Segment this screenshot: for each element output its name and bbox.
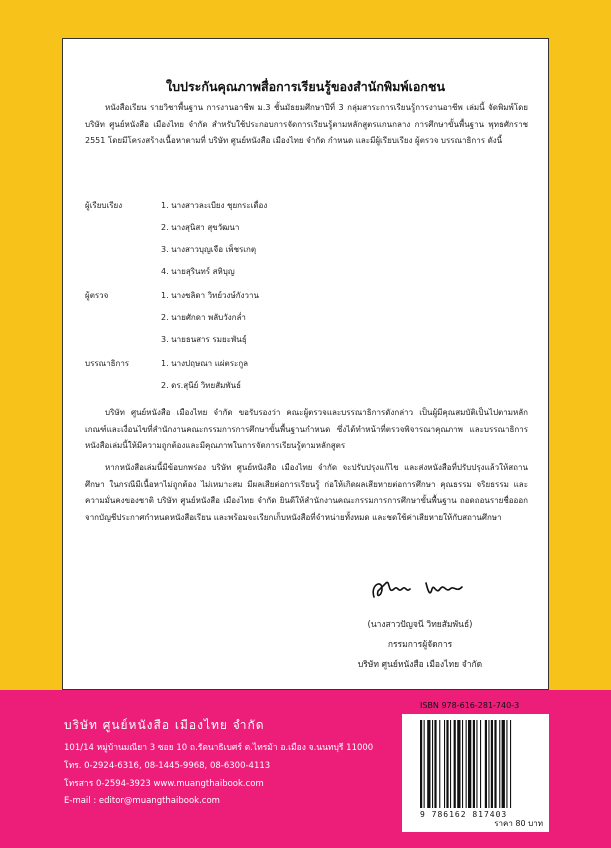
member-item: 1. นางชลิดา วิทย์วงษ์กังวาน <box>161 291 259 300</box>
role-label: บรรณาธิการ <box>85 359 130 368</box>
member-item: 1. นางสาวละเบียง ชุยกระเดื่อง <box>161 201 268 210</box>
publisher-phone: โทร. 0-2924-6316, 08-1445-9968, 08-6300-4113 <box>64 761 271 771</box>
liability-paragraph: หากหนังสือเล่มนี้มีข้อบกพร่อง บริษัท ศูนย์หนังสือ เมืองไทย จำกัด จะปรับปรุงแก้ไข และส่งหนังสือที่ปรับปรุงแล้วให้สถานศึกษา ในกรณีมีเนื้อหาไม่ถูกต้อง ไม่เหมาะสม มีผลเสียต่อการเรียนรู้ ก่อให้เกิดผลเสียหายต่อการศึกษา คุณธรรม จริยธรรม และความมั่นคงของชาติ บริษัท ศูนย์หนังสือ เมืองไทย จำกัด ยินดีให้สำนักงานคณะกรรมการการศึกษาขั้นพื้นฐาน ถอดถอนรายชื่อออกจากบัญชีประกาศกำหนดหนังสือเรียน และพร้อมจะเรียกเก็บหนังสือที่จำหน่ายทั้งหมด และชดใช้ค่าเสียหายให้กับสถานศึกษา <box>85 463 528 522</box>
certificate-title: ใบประกันคุณภาพสื่อการเรียนรู้ของสำนักพิมพ์เอกชน <box>166 79 445 94</box>
publisher-address: 101/14 หมู่บ้านมณียา 3 ซอย 10 ถ.รัตนาธิเบศร์ ต.ไทรม้า อ.เมือง จ.นนทบุรี 11000 <box>64 743 374 753</box>
publisher-email: E-mail : editor@muangthaibook.com <box>64 796 220 806</box>
barcode-digits: 9 786162 817403 <box>420 810 508 819</box>
member-item: 1. นางปฤษณา แผ่ตระกูล <box>161 359 249 368</box>
member-item: 4. นายสุรินทร์ สหิบุญ <box>161 267 235 276</box>
signature-image <box>368 575 468 605</box>
publisher-fax-web: โทรสาร 0-2594-3923 www.muangthaibook.com <box>64 779 264 789</box>
signer-company: บริษัท ศูนย์หนังสือ เมืองไทย จำกัด <box>357 660 483 670</box>
member-item: 2. นางสุนิสา สุขวัฒนา <box>161 223 240 232</box>
publisher-name: บริษัท ศูนย์หนังสือ เมืองไทย จำกัด <box>64 718 265 732</box>
isbn-label: ISBN 978-616-281-740-3 <box>420 701 520 710</box>
barcode-image <box>420 720 540 812</box>
role-label: ผู้ตรวจ <box>85 291 109 300</box>
member-item: 3. นางสาวบุญเจือ เพ็ชรเกตุ <box>161 245 257 254</box>
barcode-area <box>402 714 549 832</box>
intro-paragraph: หนังสือเรียน รายวิชาพื้นฐาน การงานอาชีพ ม.3 ชั้นมัธยมศึกษาปีที่ 3 กลุ่มสาระการเรียนรู้การงานอาชีพ เล่มนี้ จัดพิมพ์โดย บริษัท ศูนย์หนังสือ เมืองไทย จำกัด สำหรับใช้ประกอบการจัดการเรียนรู้ตามหลักสูตรแกนกลาง การศึกษาขั้นพื้นฐาน พุทธศักราช 2551 โดยมีโครงสร้างเนื้อหาตามที่ บริษัท ศูนย์หนังสือ เมืองไทย จำกัด กำหนด และมีผู้เรียบเรียง ผู้ตรวจ บรรณาธิการ ดังนี้ <box>85 103 528 145</box>
member-item: 2. ดร.สุนีย์ วิทยสัมพันธ์ <box>161 381 242 390</box>
signer-name: (นางสาวปัญจนี วิทยสัมพันธ์) <box>367 620 473 630</box>
certificate-card <box>62 38 549 690</box>
role-label: ผู้เรียบเรียง <box>85 201 123 210</box>
signer-position: กรรมการผู้จัดการ <box>387 640 453 650</box>
certification-paragraph: บริษัท ศูนย์หนังสือ เมืองไทย จำกัด ขอรับรองว่า คณะผู้ตรวจและบรรณาธิการดังกล่าว เป็นผู้มีคุณสมบัติเป็นไปตามหลักเกณฑ์และเงื่อนไขที่สำนักงานคณะกรรมการการศึกษาขั้นพื้นฐานกำหนด ซึ่งได้ทำหน้าที่ตรวจพิจารณาคุณภาพ และบรรณาธิการหนังสือเล่มนี้ให้มีความถูกต้องและมีคุณภาพในการจัดการเรียนรู้ตามหลักสูตร <box>85 408 528 450</box>
member-item: 2. นายศักดา พลับวังกล่ำ <box>161 313 246 322</box>
price-label: ราคา 80 บาท <box>494 819 543 828</box>
member-item: 3. นายธนสาร รมยะพันธุ์ <box>161 335 247 344</box>
